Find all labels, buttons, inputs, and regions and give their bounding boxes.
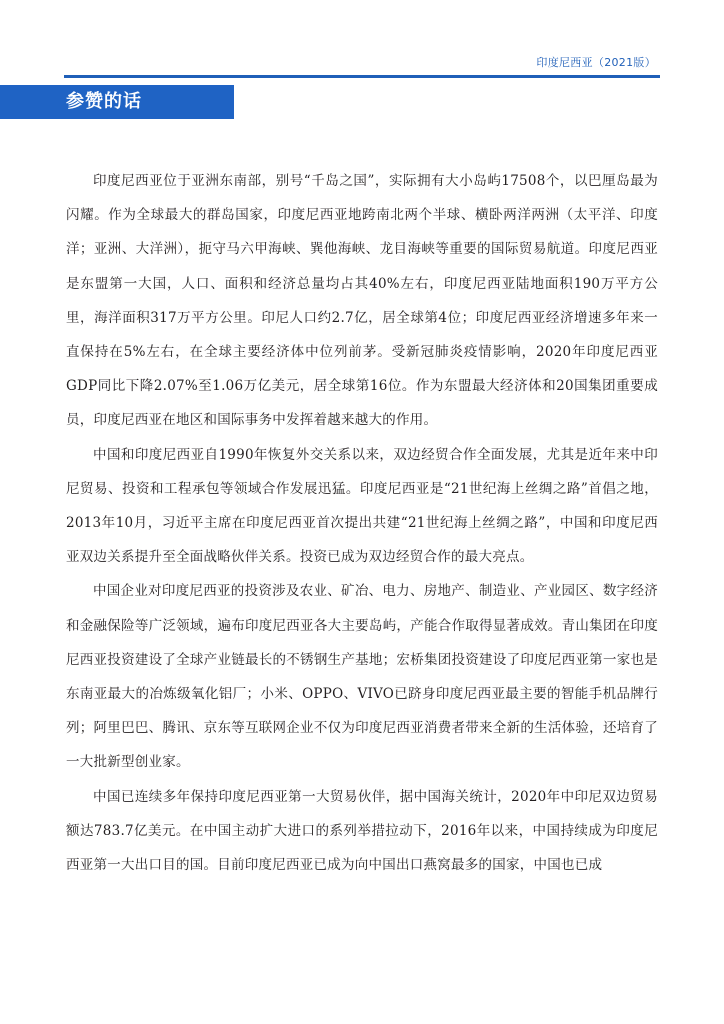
paragraph-trade: 中国已连续多年保持印度尼西亚第一大贸易伙伴，据中国海关统计，2020年中印尼双边贸易额达783.7亿美元。在中国主动扩大进口的系列举措拉动下，2016年以来，中国持续成为印度尼西亚第一大出口目的国。目前印度尼西亚已成为向中国出口燕窝最多的国家，中国也已成 (66, 788, 658, 874)
section-title-bar (0, 85, 234, 119)
paragraph-intro: 印度尼西亚位于亚洲东南部，别号“千岛之国”，实际拥有大小岛屿17508个，以巴厘岛最为闪耀。作为全球最大的群岛国家，印度尼西亚地跨南北两个半球、横卧两洋两洲（太平洋、印度洋；亚洲、大洋洲），扼守马六甲海峡、巽他海峡、龙目海峡等重要的国际贸易航道。印度尼西亚是东盟第一大国，人口、面积和经济总量均占其40%左右，印度尼西亚陆地面积190万平方公里，海洋面积317万平方公里。印尼人口约2.7亿，居全球第4位；印度尼西亚经济增速多年来一直保持在5%左右，在全球主要经济体中位列前茅。受新冠肺炎疫情影响，2020年印度尼西亚GDP同比下降2.07%至1.06万亿美元，居全球第16位。作为东盟最大经济体和20国集团重要成员，印度尼西亚在地区和国际事务中发挥着越来越大的作用。 (66, 173, 658, 429)
paragraph-diplomatic-relations: 中国和印度尼西亚自1990年恢复外交关系以来，双边经贸合作全面发展，尤其是近年来中印尼贸易、投资和工程承包等领域合作发展迅猛。印度尼西亚是“21世纪海上丝绸之路”首倡之地，2013年10月，习近平主席在印度尼西亚首次提出共建“21世纪海上丝绸之路”，中国和印度尼西亚双边关系提升至全面战略伙伴关系。投资已成为双边经贸合作的最大亮点。 (66, 446, 658, 566)
header-divider (64, 75, 660, 78)
body-text (66, 164, 658, 882)
running-header-title: 印度尼西亚（2021版） (536, 56, 656, 69)
section-title: 参赞的话 (66, 91, 142, 112)
paragraph-investment: 中国企业对印度尼西亚的投资涉及农业、矿冶、电力、房地产、制造业、产业园区、数字经济和金融保险等广泛领域，遍布印度尼西亚各大主要岛屿，产能合作取得显著成效。青山集团在印度尼西亚投资建设了全球产业链最长的不锈钢生产基地；宏桥集团投资建设了印度尼西亚第一家也是东南亚最大的冶炼级氧化铝厂；小米、OPPO、VIVO已跻身印度尼西亚最主要的智能手机品牌行列；阿里巴巴、腾讯、京东等互联网企业不仅为印度尼西亚消费者带来全新的生活体验，还培育了一大批新型创业家。 (66, 583, 658, 771)
